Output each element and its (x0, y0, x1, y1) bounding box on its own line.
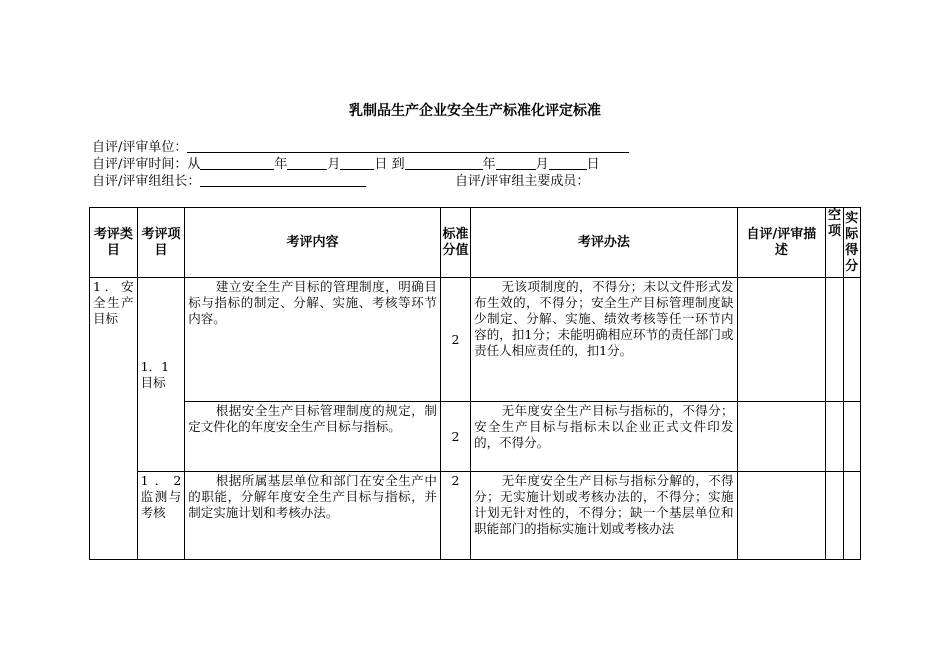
empty-cell[interactable] (826, 402, 843, 472)
method-cell: 无该项制度的，不得分；未以文件形式发布生效的，不得分；安全生产目标管理制度缺少制定、分解、实施、绩效考核等任一环节内容的，扣1分；未能明确相应环节的责任部门或责任人相应责任的，扣1分。 (471, 278, 737, 402)
item-cell: 1．2监测与考核 (137, 472, 185, 560)
score-cell: 2 (440, 402, 470, 472)
header-score: 标准分值 (440, 208, 470, 278)
self-desc-cell[interactable] (737, 402, 826, 472)
start-year-blank[interactable] (200, 155, 274, 170)
self-desc-cell[interactable] (737, 278, 826, 402)
table-row (90, 278, 861, 402)
start-month-blank[interactable] (287, 155, 327, 170)
actual-score-cell[interactable] (843, 402, 860, 472)
end-day-label: 日 (586, 157, 600, 172)
start-day-label: 日 (374, 157, 388, 172)
header-self-desc: 自评/评审描述 (737, 208, 826, 278)
header-item: 考评项目 (137, 208, 185, 278)
evaluation-table (89, 207, 861, 560)
leader-blank[interactable] (200, 172, 366, 187)
start-month-label: 月 (327, 157, 341, 172)
unit-label: 自评/评审单位： (92, 140, 188, 155)
method-cell: 无年度安全生产目标与指标的，不得分；安全生产目标与指标未以企业正式文件印发的，不得分。 (471, 402, 737, 472)
members-label: 自评/评审组主要成员： (455, 174, 590, 189)
header-method: 考评办法 (471, 208, 737, 278)
leader-label: 自评/评审组组长： (92, 174, 201, 189)
empty-cell[interactable] (826, 278, 843, 402)
unit-field (92, 138, 629, 155)
table-row (90, 472, 861, 560)
header-empty: 空项 (826, 208, 843, 278)
leader-field (92, 172, 366, 189)
time-field (92, 155, 600, 172)
actual-score-cell[interactable] (843, 278, 860, 402)
start-day-blank[interactable] (340, 155, 374, 170)
content-cell: 根据安全生产目标管理制度的规定，制定文件化的年度安全生产目标与指标。 (185, 402, 441, 472)
unit-blank[interactable] (187, 138, 629, 153)
end-year-label: 年 (482, 157, 496, 172)
to-label: 到 (391, 157, 405, 172)
score-cell: 2 (440, 472, 470, 560)
header-content: 考评内容 (185, 208, 441, 278)
category-cell: 1．安全生产目标 (90, 278, 138, 560)
header-category: 考评类目 (90, 208, 138, 278)
header-row (90, 208, 861, 278)
end-month-blank[interactable] (496, 155, 536, 170)
item-cell: 1．1目标 (137, 278, 185, 472)
table-row (90, 402, 861, 472)
end-month-label: 月 (535, 157, 549, 172)
score-cell: 2 (440, 278, 470, 402)
self-desc-cell[interactable] (737, 472, 826, 560)
document-title: 乳制品生产企业安全生产标准化评定标准 (349, 103, 601, 119)
content-cell: 根据所属基层单位和部门在安全生产中的职能，分解年度安全生产目标与指标，并制定实施计划和考核办法。 (185, 472, 441, 560)
method-cell: 无年度安全生产目标与指标分解的，不得分；无实施计划或考核办法的，不得分；实施计划无针对性的，不得分；缺一个基层单位和职能部门的指标实施计划或考核办法 (471, 472, 737, 560)
actual-score-cell[interactable] (843, 472, 860, 560)
end-year-blank[interactable] (405, 155, 483, 170)
content-cell: 建立安全生产目标的管理制度，明确目标与指标的制定、分解、实施、考核等环节内容。 (185, 278, 441, 402)
empty-cell[interactable] (826, 472, 843, 560)
time-label: 自评/评审时间：从 (92, 157, 201, 172)
start-year-label: 年 (274, 157, 288, 172)
end-day-blank[interactable] (549, 155, 587, 170)
header-actual: 实际得分 (843, 208, 860, 278)
